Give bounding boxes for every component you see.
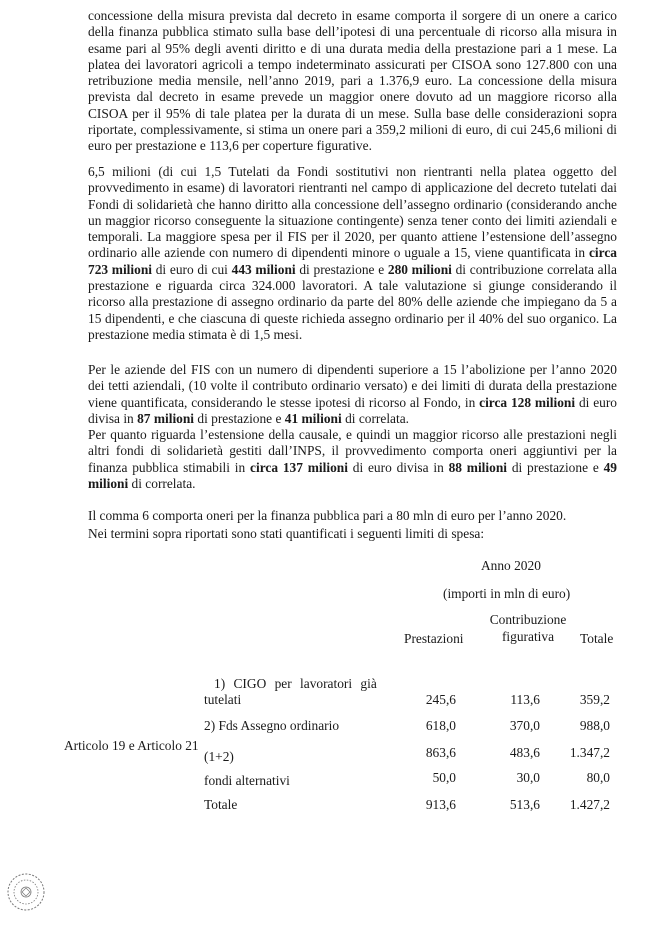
row-label: 1) CIGO per lavoratori già: [214, 676, 377, 691]
text-fragment: di correlata.: [131, 475, 196, 491]
bold-amount: 41 milioni: [284, 410, 342, 426]
bold-amount: 49 milioni: [88, 459, 617, 491]
bold-amount: circa 128 milioni: [479, 394, 576, 410]
cell-totale: 1.427,2: [569, 797, 610, 812]
row-label: 2) Fds Assegno ordinario: [204, 718, 340, 733]
cell-contribuzione: 370,0: [509, 718, 540, 733]
text-fragment: Per quanto riguarda l’estensione della causale, e quindi un maggior ricorso alle prestazioni negli altri fondi di solidarietà gestiti dall’INPS, il provvedimento comporta oneri aggiuntivi per la finanza pubblica stimabili in: [88, 427, 617, 475]
text-fragment: di prestazione e: [299, 261, 385, 277]
paragraph-fis-large: [88, 362, 617, 427]
column-header-prestazioni: Prestazioni: [404, 631, 464, 646]
row-group-label: Articolo 19 e Articolo 21: [64, 738, 199, 753]
bold-amount: circa 137 milioni: [250, 459, 348, 475]
row-label: (1+2): [204, 749, 234, 764]
cell-totale: 1.347,2: [569, 745, 610, 760]
cell-totale: 80,0: [586, 770, 610, 785]
text-fragment: Per le aziende del FIS con un numero di dipendenti superiore a 15 l’abolizione per l’anno 2020 dei tetti aziendali, (10 volte il contributo ordinario versato) e dei limiti di durata della prestazione viene quantificata, considerando le stesse ipotesi di ricorso al Fondo, in: [88, 362, 617, 410]
cell-prestazioni: 245,6: [425, 692, 456, 707]
column-header-totale: Totale: [580, 631, 614, 646]
text-fragment: di correlata.: [345, 410, 410, 426]
paragraph-fis: [88, 164, 617, 343]
row-label: fondi alternativi: [204, 773, 290, 788]
text-fragment: di prestazione e: [197, 410, 282, 426]
paragraph-comma6: Il comma 6 comporta oneri per la finanza pubblica pari a 80 mln di euro per l’anno 2020.: [88, 508, 567, 523]
text-fragment: di euro divisa in: [352, 459, 444, 475]
bold-amount: 280 milioni: [387, 261, 452, 277]
seal-stamp-icon: [6, 872, 46, 912]
cell-prestazioni: 913,6: [425, 797, 456, 812]
cell-contribuzione: 30,0: [516, 770, 540, 785]
bold-amount: circa 723 milioni: [88, 245, 617, 277]
text-fragment: 6,5 milioni (di cui 1,5 Tutelati da Fondi sostitutivi non rientranti nella platea oggetto del provvedimento in esame) di lavoratori rientranti nel campo di applicazione del decreto tutelati dai Fondi di solidarietà che hanno diritto alla concessione dell’assegno ordinario (considerando anche un maggior ricorso conseguente la situazione contingente) senza tener conto dei limiti aziendali e temporali. La maggiore spesa per il FIS per il 2020, per quanto attiene l’estensione dell’assegno ordinario alle aziende con numero di dipendenti minore o uguale a 15, viene quantificata in: [88, 164, 617, 261]
bold-amount: 88 milioni: [448, 459, 507, 475]
text-fragment: di contribuzione correlata alla prestazione e riguarda circa 324.000 lavoratori. A tale valutazione si giunge considerando il ricorso alla prestazione di assegno ordinario da parte del 80% delle aziende che impiegano da 5 a 15 dipendenti, e che ciascuna di queste richieda assegno ordinario per il 40% del suo organico. La prestazione media stimata è di 1,5 mesi.: [88, 261, 617, 342]
cell-prestazioni: 863,6: [425, 745, 456, 760]
paragraph-limits-intro: Nei termini sopra riportati sono stati quantificati i seguenti limiti di spesa:: [88, 526, 485, 541]
text-fragment: di prestazione e: [511, 459, 599, 475]
column-header-contribuzione: Contribuzione: [489, 612, 567, 627]
row-label: Totale: [204, 797, 238, 812]
year-header: Anno 2020: [481, 558, 541, 573]
text-fragment: di euro divisa in: [88, 394, 618, 426]
paragraph-other-funds: [88, 427, 617, 492]
cell-contribuzione: 113,6: [510, 692, 540, 707]
column-header-figurativa: figurativa: [501, 629, 555, 644]
row-label-continued: tutelati: [204, 692, 242, 707]
cell-contribuzione: 483,6: [509, 745, 540, 760]
bold-amount: 443 milioni: [231, 261, 296, 277]
cell-prestazioni: 618,0: [425, 718, 456, 733]
text-fragment: di euro di cui: [155, 261, 228, 277]
cell-prestazioni: 50,0: [432, 770, 456, 785]
cell-totale: 359,2: [579, 692, 610, 707]
cell-contribuzione: 513,6: [509, 797, 540, 812]
unit-header: (importi in mln di euro): [443, 586, 571, 601]
paragraph-cisoa: concessione della misura prevista dal decreto in esame comporta il sorgere di un onere a carico della finanza pubblica stimato sulla base dell’ipotesi di una percentuale di ricorso alla misura in esame pari al 95% degli aventi diritto e di una durata media della prestazione pari a 1 mese. La platea dei lavoratori agricoli a tempo indeterminato assicurati per CISOA sono 127.800 con una retribuzione media mensile, nell’anno 2019, pari a 1.376,9 euro. La concessione della misura prevista dal decreto in esame prevede un maggior onere dovuto ad un maggiore ricorso alla CISOA per il 95% di tale platea per la durata di un mese. Sulla base delle considerazioni sopra riportate, complessivamente, si stima un onere pari a 359,2 milioni di euro, di cui 245,6 milioni di euro per prestazione e 113,6 per coperture figurative.: [88, 8, 617, 154]
cell-totale: 988,0: [579, 718, 610, 733]
bold-amount: 87 milioni: [137, 410, 195, 426]
